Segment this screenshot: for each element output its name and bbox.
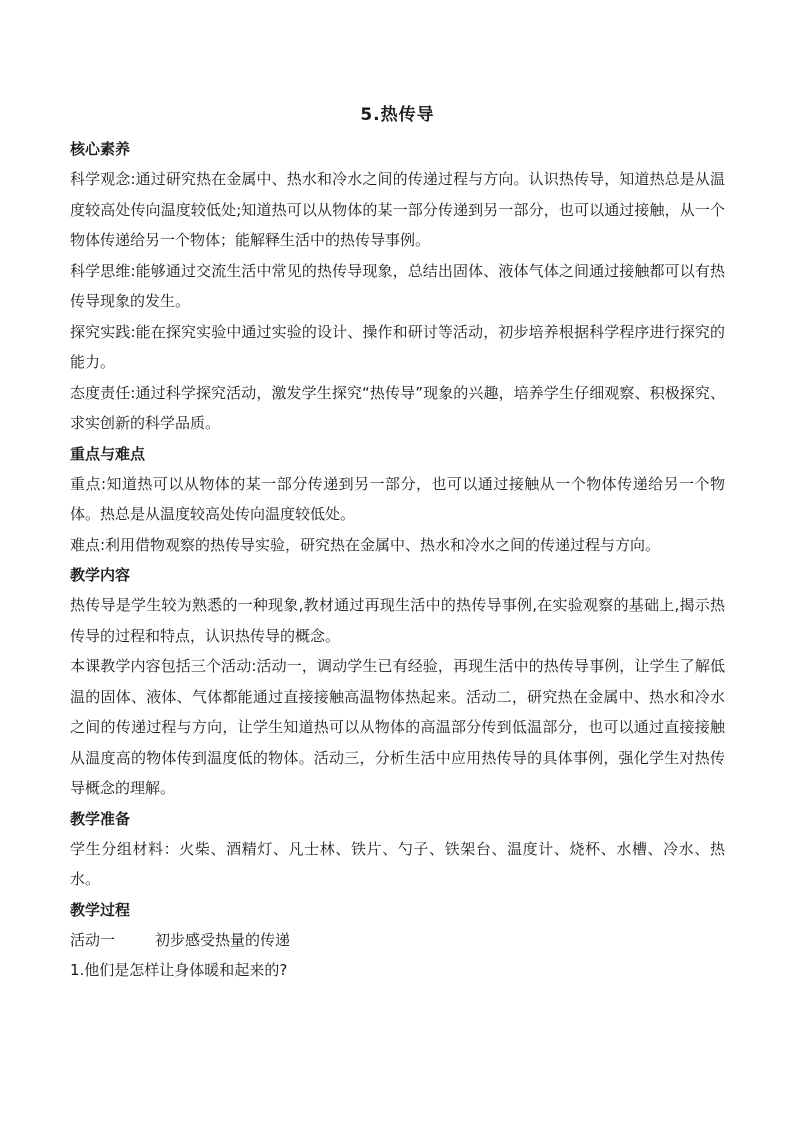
question-text: 1.他们是怎样让身体暖和起来的? — [70, 961, 288, 979]
activity-label: 活动一 — [70, 930, 116, 949]
section-heading: 教学准备 — [70, 809, 131, 828]
section-teaching-content — [70, 560, 725, 804]
paragraph-science-concept: 科学观念:通过研究热在金属中、热水和冷水之间的传递过程与方向。认识热传导，知道热总是从温度较高处传向温度较低处;知道热可以从物体的某一部分传递到另一部分，也可以通过接触，从一个物体传递给另一个物体；能解释生活中的热传导事例。 — [70, 170, 725, 249]
paragraph-content-intro: 热传导是学生较为熟悉的一种现象,教材通过再现生活中的热传导事例,在实验观察的基础上,揭示热传导的过程和特点，认识热传导的概念。 — [70, 596, 725, 645]
paragraph-science-thinking: 科学思维:能够通过交流生活中常见的热传导现象，总结出固体、液体气体之间通过接触都可以有热传导现象的发生。 — [70, 261, 725, 310]
paragraph-difficult-point: 难点:利用借物观察的热传导实验，研究热在金属中、热水和冷水之间的传递过程与方向。 — [70, 535, 661, 554]
section-teaching-process — [70, 895, 725, 986]
section-heading: 教学过程 — [70, 900, 131, 919]
activity-title: 初步感受热量的传递 — [155, 930, 291, 949]
document-page — [70, 100, 725, 986]
section-teaching-preparation — [70, 804, 725, 895]
paragraph-key-point: 重点:知道热可以从物体的某一部分传递到另一部分，也可以通过接触从一个物体传递给另一个物体。热总是从温度较高处传向温度较低处。 — [70, 474, 725, 523]
activity-line — [70, 925, 725, 956]
section-key-difficult — [70, 439, 725, 561]
section-heading: 重点与难点 — [70, 444, 146, 463]
page-title: 5.热传导 — [360, 105, 435, 125]
paragraph-attitude-responsibility: 态度责任:通过科学探究活动，激发学生探究“热传导”现象的兴趣，培养学生仔细观察、积极探究、求实创新的科学品质。 — [70, 383, 725, 432]
paragraph-materials: 学生分组材料：火柴、酒精灯、凡士林、铁片、勺子、铁架台、温度计、烧杯、水槽、冷水、热水。 — [70, 839, 725, 888]
section-heading: 核心素养 — [70, 140, 131, 158]
paragraph-content-activities: 本课教学内容包括三个活动:活动一，调动学生已有经验，再现生活中的热传导事例，让学生了解低温的固体、液体、气体都能通过直接接触高温物体热起来。活动二，研究热在金属中、热水和冷水之间的传递过程与方向，让学生知道热可以从物体的高温部分传到低温部分，也可以通过直接接触从温度高的物体传到温度低的物体。活动三，分析生活中应用热传导的具体事例，强化学生对热传导概念的理解。 — [70, 657, 725, 797]
paragraph-inquiry-practice: 探究实践:能在探究实验中通过实验的设计、操作和研讨等活动，初步培养根据科学程序进行探究的能力。 — [70, 322, 725, 371]
section-heading: 教学内容 — [70, 566, 131, 584]
section-core-literacy — [70, 134, 725, 439]
